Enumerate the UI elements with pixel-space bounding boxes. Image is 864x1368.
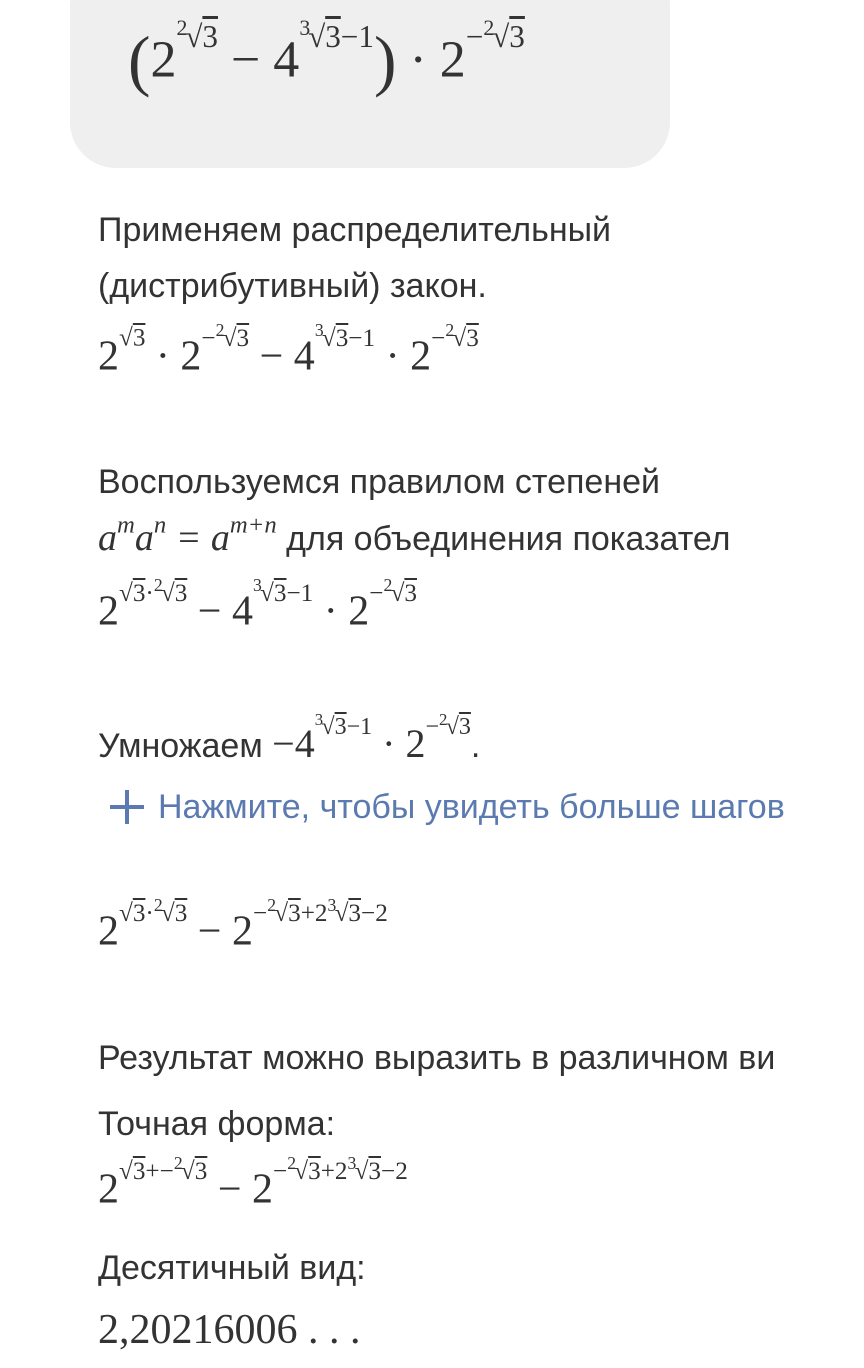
step-1-text — [98, 202, 611, 314]
step-2-text — [98, 454, 731, 567]
step-1-result: $2^{√3} \cdot 2^{-^2√3} - 4^{^3√3-1} \cdot 2^{-^2√3}$ — [98, 320, 479, 380]
exact-form-label: Точная форма: — [98, 1105, 336, 1143]
step-3-result: $2^{√3\cdot^2√3} - 2^{-^2√3+2^3√3-2}$ — [98, 895, 388, 955]
step-2-line-2 — [98, 510, 731, 567]
step-3-suffix: . — [470, 727, 481, 765]
decimal-form-value: 2,20216006 . . . — [98, 1307, 361, 1353]
exact-form-expression: $2^{√3+-^2√3} - 2^{-^2√3+2^3√3-2}$ — [98, 1153, 408, 1213]
plus-icon — [110, 790, 144, 824]
step-3-expression: $-4^{^3√3-1} \cdot 2^{-^2√3}$ — [272, 709, 471, 766]
step-1-line-1: Применяем распределительный — [98, 211, 612, 249]
problem-expression: $(2^{^2√3} - 4^{^3√3-1}) \cdot 2^{-^2√3}$ — [128, 15, 525, 98]
power-rule: $a^ma^n = a^{m+n}$ — [98, 511, 277, 559]
show-more-steps-button[interactable] — [110, 788, 785, 827]
decimal-form-label: Десятичный вид: — [98, 1249, 366, 1287]
step-3-prefix: Умножаем — [98, 727, 263, 765]
step-1-line-2: (дистрибутивный) закон. — [98, 267, 487, 305]
result-intro: Результат можно выразить в различном ви — [98, 1039, 776, 1077]
step-3-text — [98, 709, 481, 774]
show-more-steps-label: Нажмите, чтобы увидеть больше шагов — [158, 788, 785, 826]
step-2-line-1: Воспользуемся правилом степеней — [98, 463, 661, 501]
step-2-result: $2^{√3\cdot^2√3} - 4^{^3√3-1} \cdot 2^{-^2√3}$ — [98, 575, 417, 635]
step-2-line-2-tail: для объединения показател — [286, 520, 731, 558]
